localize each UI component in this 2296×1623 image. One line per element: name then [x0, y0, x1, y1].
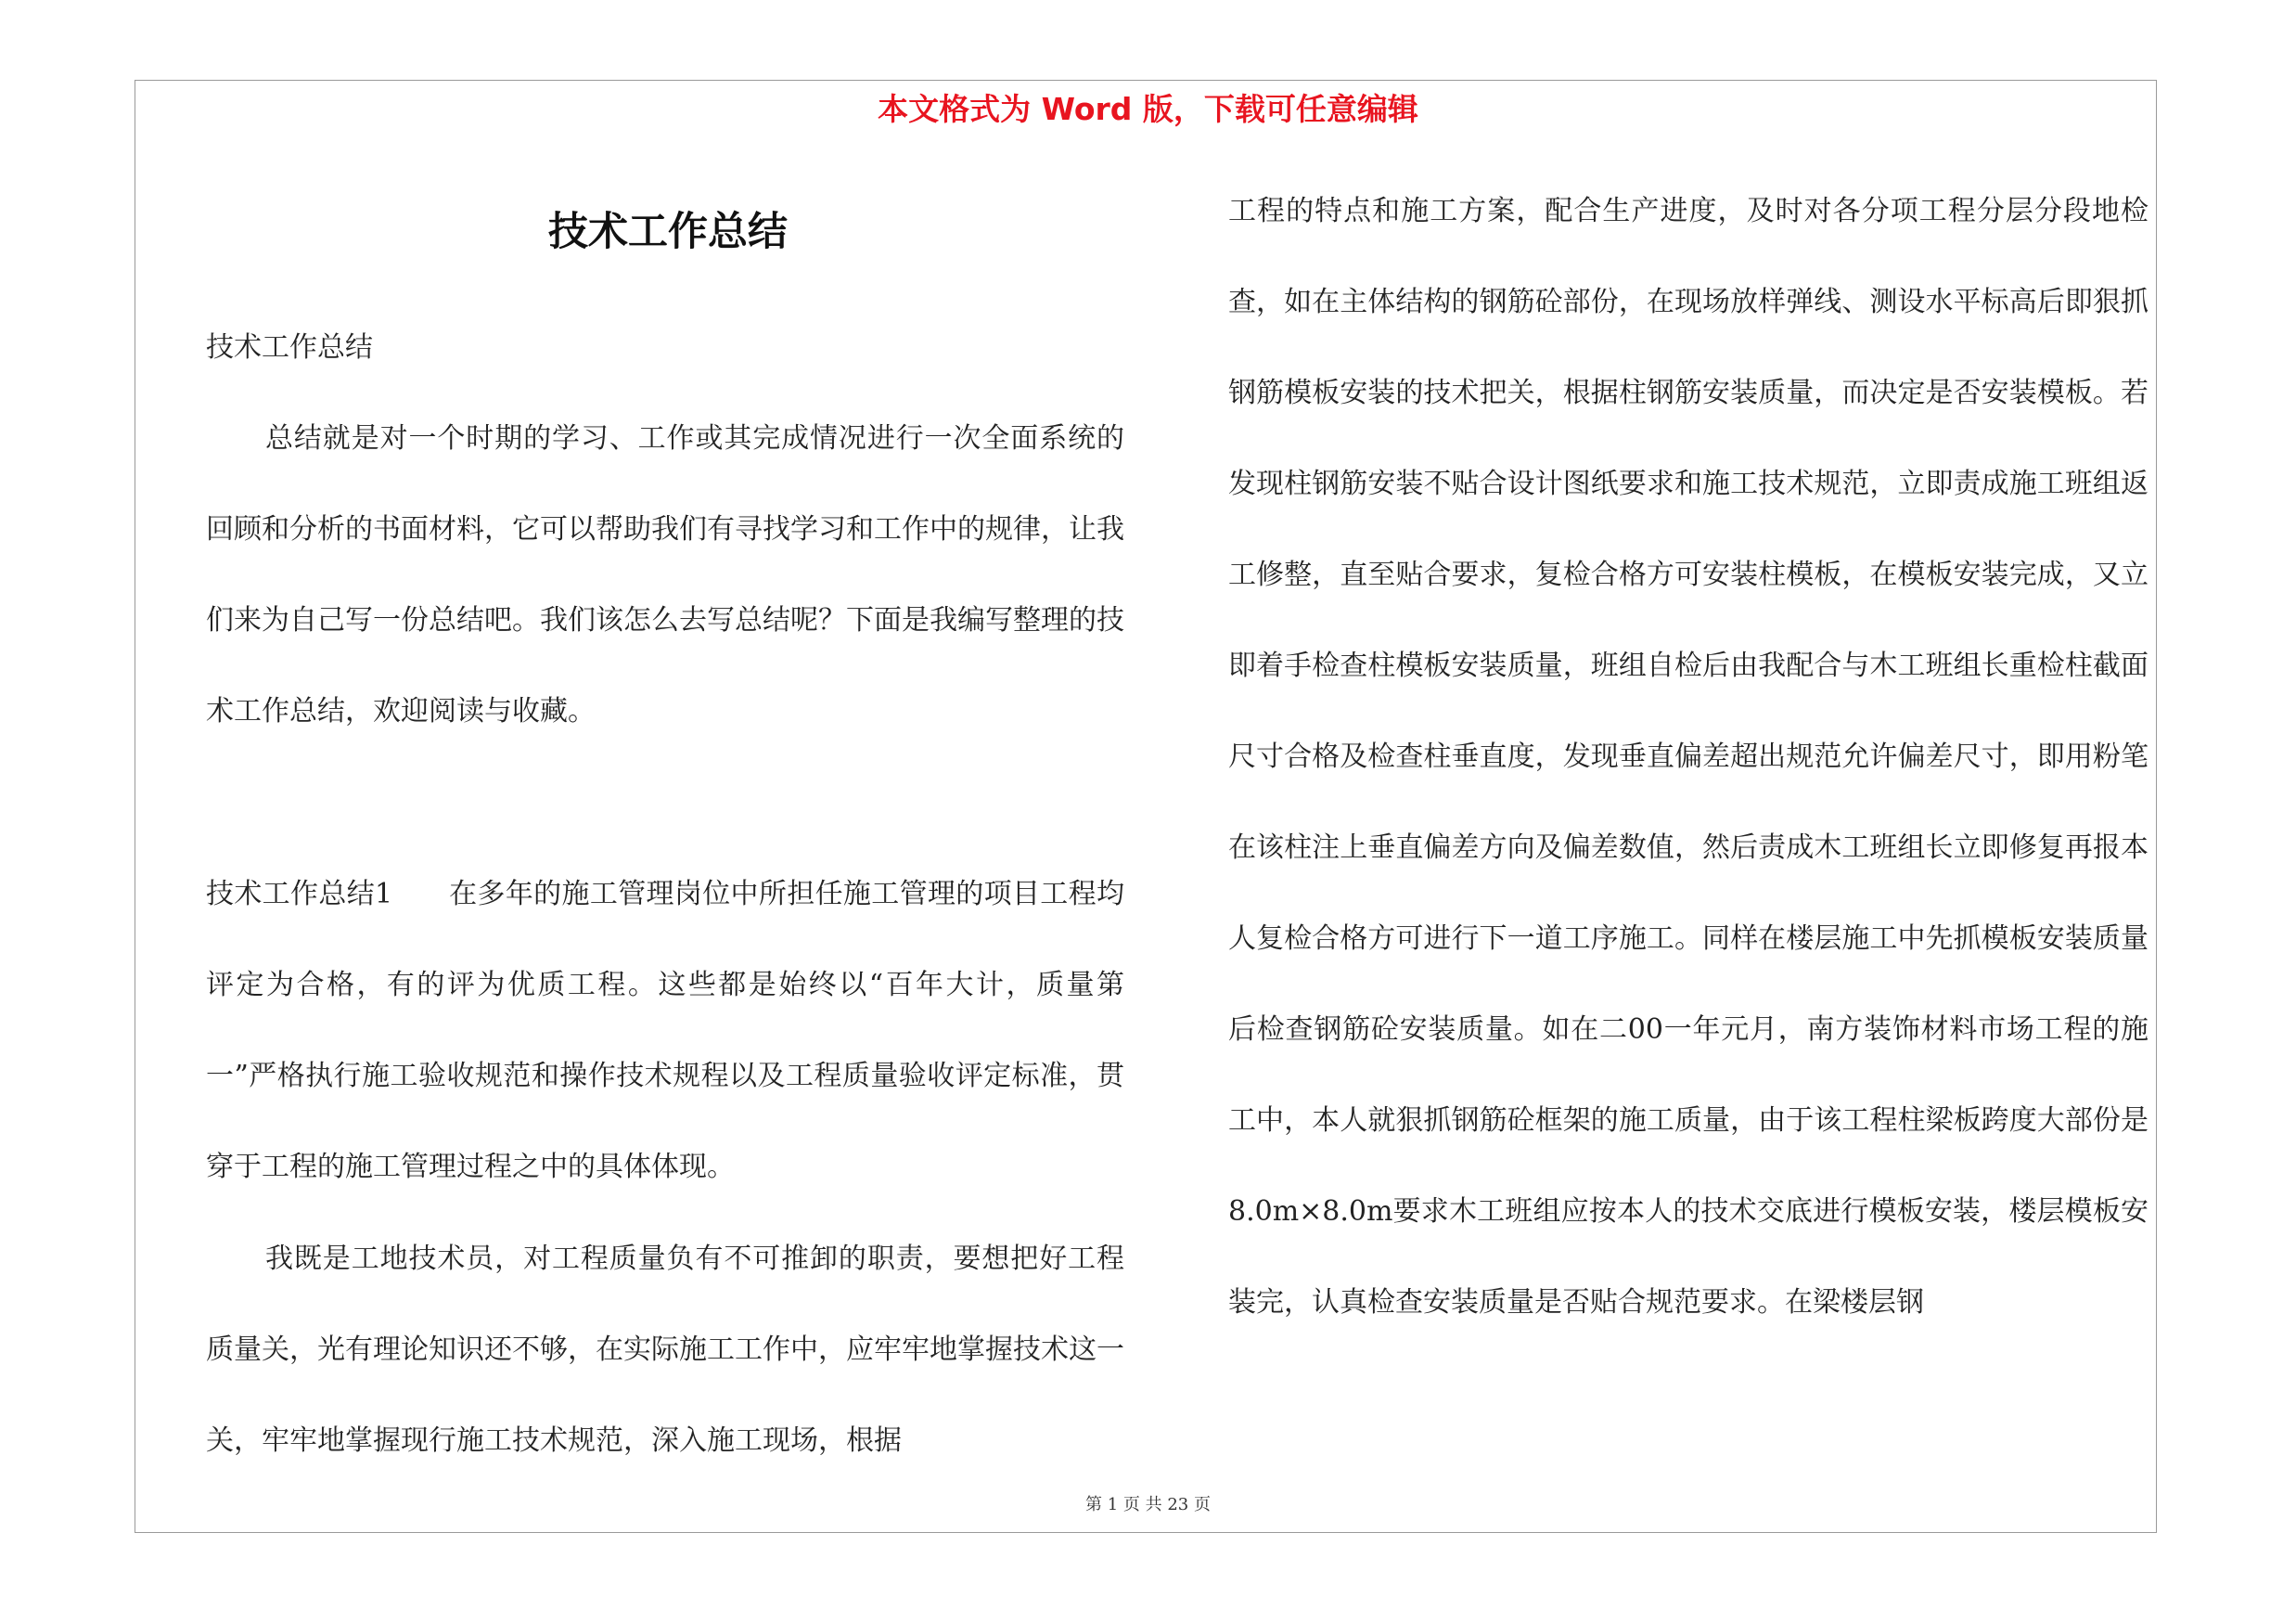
subtitle-paragraph: 技术工作总结 [206, 331, 373, 364]
intro-paragraph: 总结就是对一个时期的学习、工作或其完成情况进行一次全面系统的回顾和分析的书面材料，它可以帮助我们有寻找学习和工作中的规律，让我们来为自己写一份总结吧。我们该怎么去写总结呢？下面是我编写整理的技术工作总结，欢迎阅读与收藏。 [206, 422, 1124, 728]
document-title: 技术工作总结 [548, 209, 788, 255]
technician-paragraph: 我既是工地技术员，对工程质量负有不可推卸的职责，要想把好工程质量关，光有理论知识还不够，在实际施工工作中，应牢牢地掌握技术这一关，牢牢地掌握现行施工技术规范，深入施工现场，根据 [206, 1243, 1124, 1457]
summary-1-paragraph: 技术工作总结1 在多年的施工管理岗位中所担任施工管理的项目工程均评定为合格，有的评为优质工程。这些都是始终以“百年大计，质量第一”严格执行施工验收规范和操作技术规程以及工程质量验收评定标准，贯穿于工程的施工管理过程之中的具体体现。 [206, 878, 1124, 1183]
right-column-paragraph: 工程的特点和施工方案，配合生产进度，及时对各分项工程分层分段地检查，如在主体结构的钢筋砼部份，在现场放样弹线、测设水平标高后即狠抓钢筋模板安装的技术把关，根据柱钢筋安装质量，而决定是否安装模板。若发现柱钢筋安装不贴合设计图纸要求和施工技术规范，立即责成施工班组返工修整，直至贴合要求，复检合格方可安装柱模板，在模板安装完成，又立即着手检查柱模板安装质量，班组自检后由我配合与木工班组长重检柱截面尺寸合格及检查柱垂直度，发现垂直偏差超出规范允许偏差尺寸，即用粉笔在该柱注上垂直偏差方向及偏差数值，然后责成木工班组长立即修复再报本人复检合格方可进行下一道工序施工。同样在楼层施工中先抓模板安装质量后检查钢筋砼安装质量。如在二00一年元月，南方装饰材料市场工程的施工中，本人就狠抓钢筋砼框架的施工质量，由于该工程柱梁板跨度大部份是8.0m×8.0m要求木工班组应按本人的技术交底进行模板安装，楼层模板安装完，认真检查安装质量是否贴合规范要求。在梁楼层钢 [1228, 195, 2148, 1319]
format-notice-banner: 本文格式为 Word 版，下载可任意编辑 [878, 91, 1418, 127]
page-number-footer: 第 1 页 共 23 页 [1085, 1495, 1211, 1514]
